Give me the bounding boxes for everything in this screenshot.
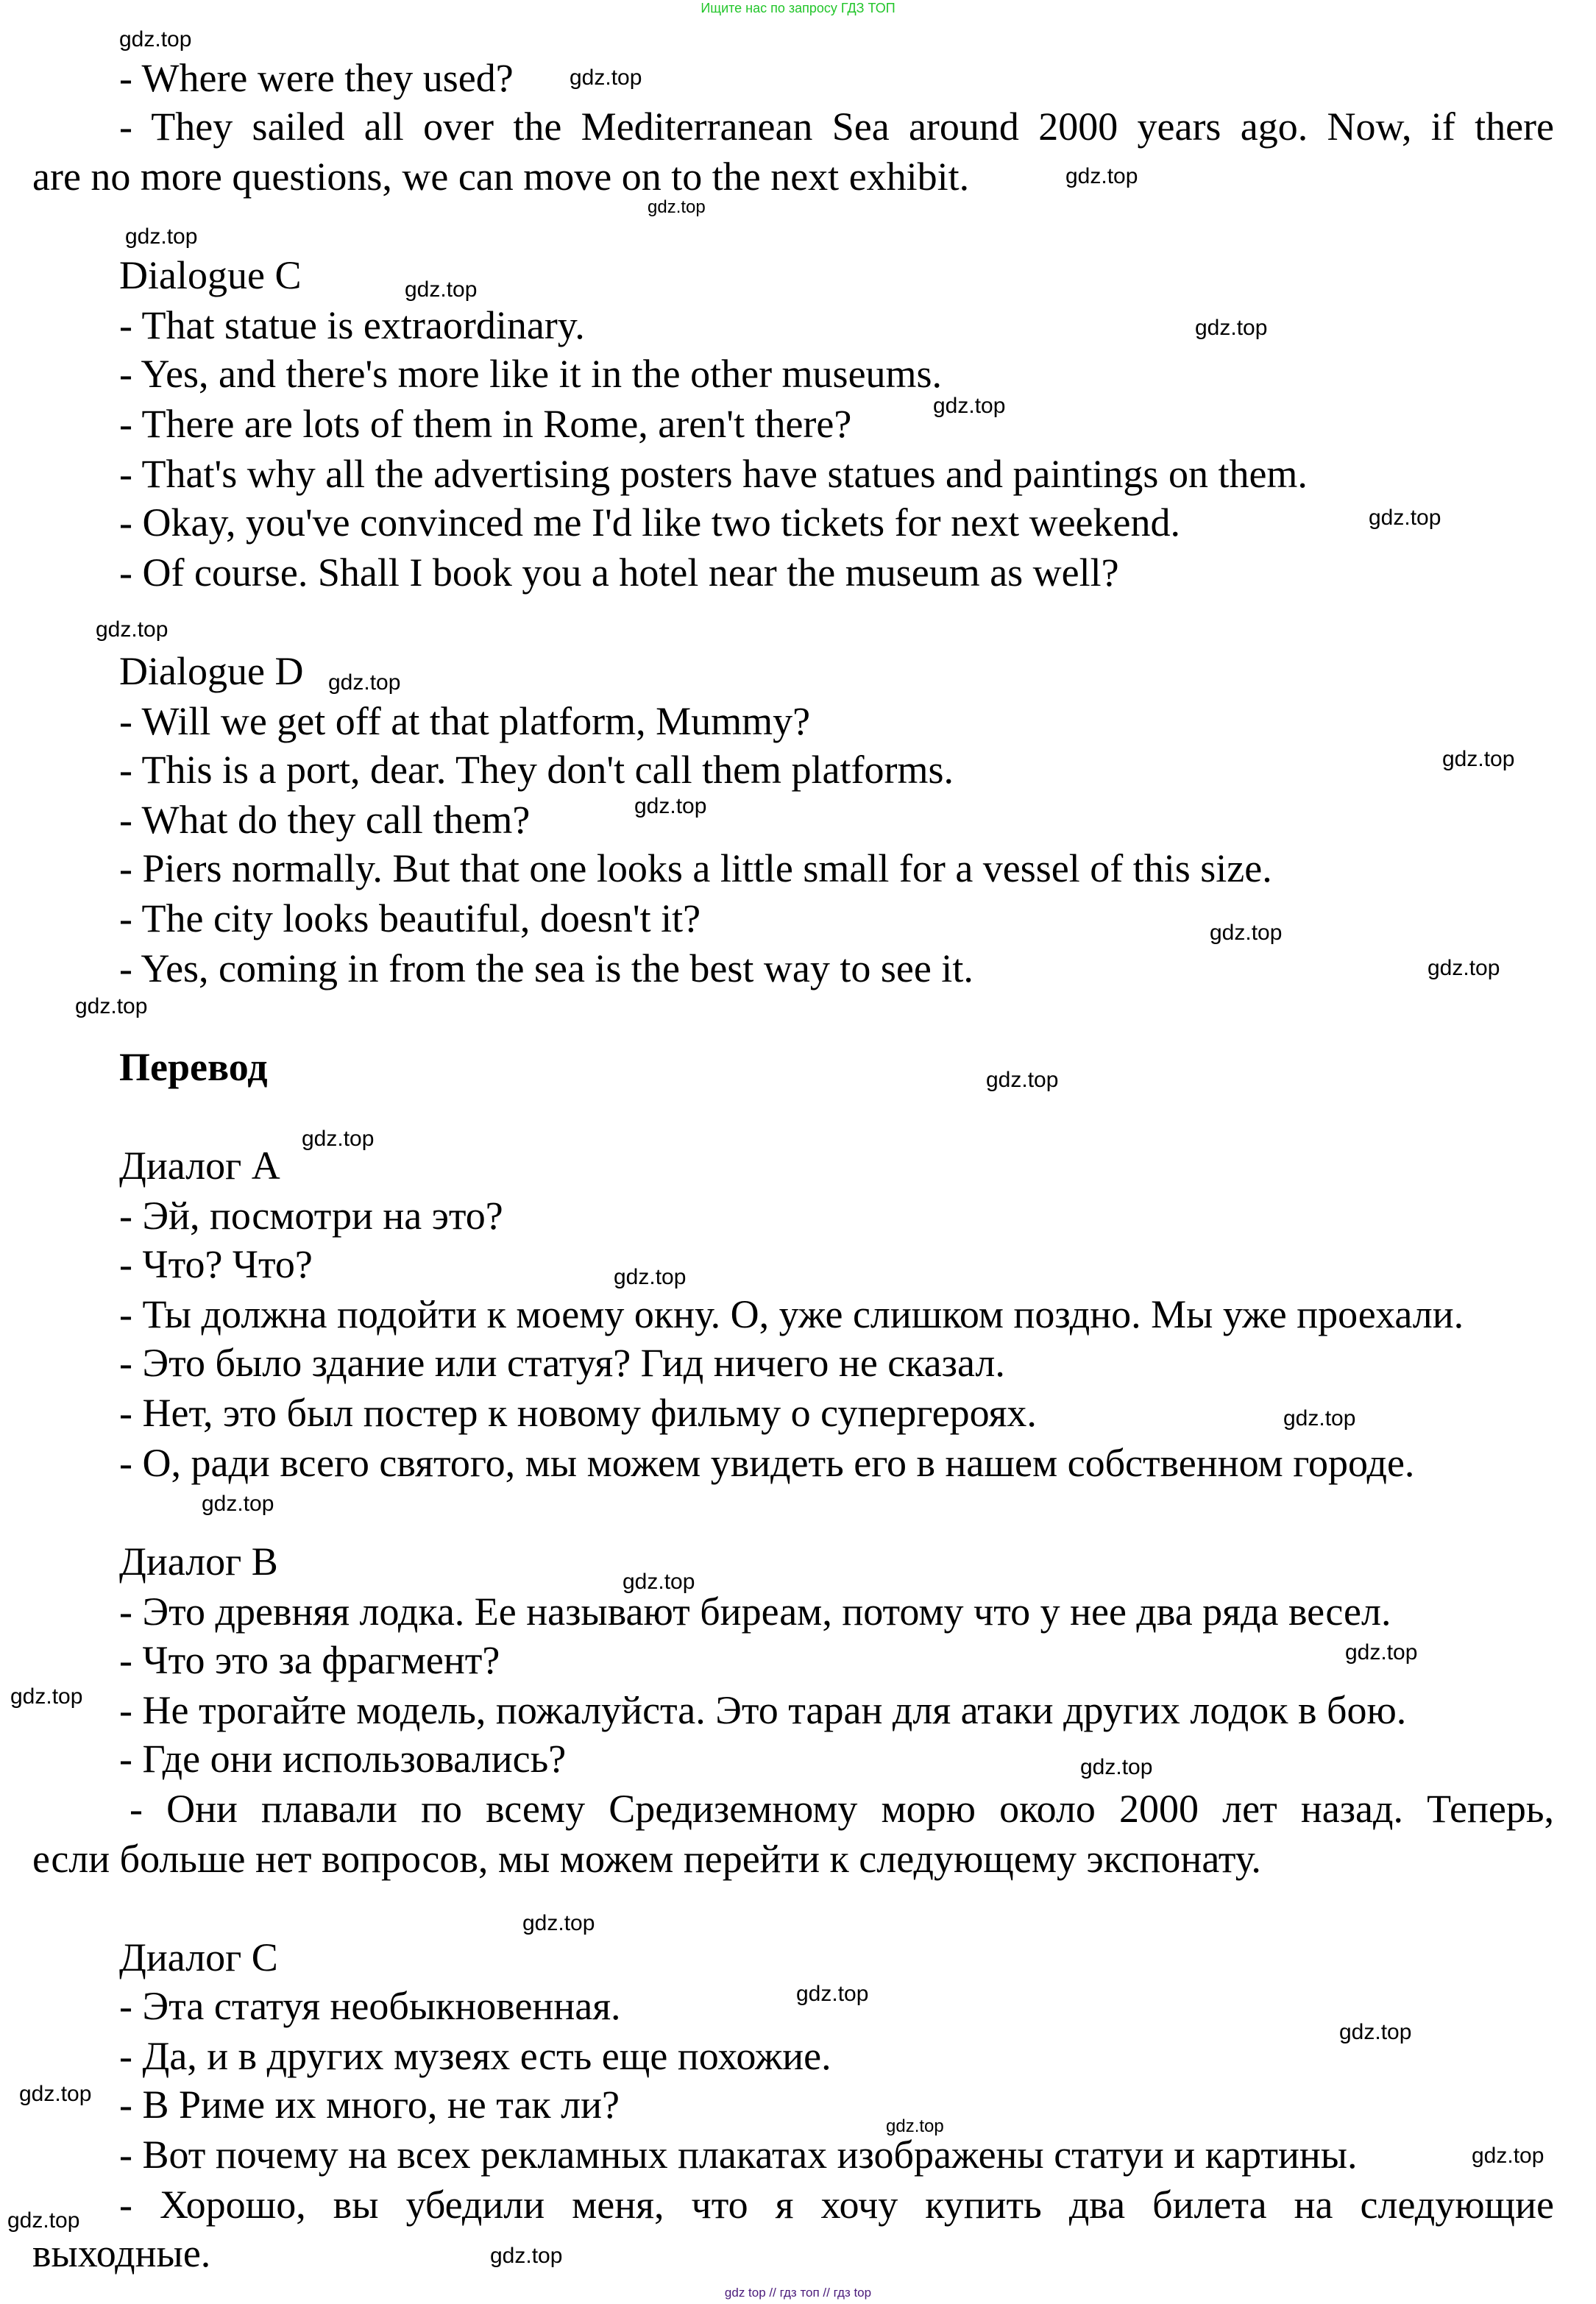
watermark: gdz.top (1195, 316, 1268, 340)
text-line: - Will we get off at that platform, Mummy? (119, 699, 811, 743)
footer-links[interactable]: gdz top // гдз топ // гдз top (724, 2286, 872, 2300)
text-line: - Вот почему на всех рекламных плакатах изображены статуи и картины. (119, 2133, 1358, 2177)
text-line: - Of course. Shall I book you a hotel near the museum as well? (119, 550, 1119, 595)
watermark: gdz.top (570, 65, 642, 90)
watermark: gdz.top (490, 2244, 563, 2268)
section-heading: Перевод (119, 1045, 268, 1089)
dialogue-heading: Dialogue C (119, 253, 302, 297)
dialogue-heading: Диалог С (119, 1935, 278, 1979)
text-line: - That's why all the advertising posters have statues and paintings on them. (119, 452, 1308, 496)
text-line: - Эй, посмотри на это? (119, 1194, 503, 1238)
text-line: - Где они использовались? (119, 1737, 567, 1781)
watermark: gdz.top (119, 27, 192, 52)
watermark: gdz.top (986, 1068, 1059, 1092)
text-line: - Okay, you've convinced me I'd like two tickets for next weekend. (119, 500, 1180, 545)
watermark: gdz.top (886, 2116, 944, 2136)
text-line: - В Риме их много, не так ли? (119, 2083, 620, 2127)
text-line: - Ты должна подойти к моему окну. О, уже слишком поздно. Мы уже проехали. (119, 1292, 1464, 1336)
watermark: gdz.top (202, 1492, 274, 1516)
watermark: gdz.top (1065, 164, 1138, 188)
text-line: - Это было здание или статуя? Гид ничего не сказал. (119, 1341, 1005, 1385)
top-banner[interactable]: Ищите нас по запросу ГДЗ ТОП (701, 1, 895, 15)
watermark: gdz.top (125, 224, 198, 249)
watermark: gdz.top (614, 1265, 687, 1289)
text-line: are no more questions, we can move on to the next exhibit. (32, 155, 970, 199)
text-line: - The city looks beautiful, doesn't it? (119, 896, 701, 940)
text-line: - Да, и в других музеях есть еще похожие. (119, 2034, 831, 2078)
watermark: gdz.top (1345, 1640, 1418, 1665)
text-line: - There are lots of them in Rome, aren't there? (119, 402, 852, 446)
watermark: gdz.top (75, 994, 148, 1018)
dialogue-heading: Диалог А (119, 1144, 280, 1188)
text-line: - Что? Что? (119, 1242, 313, 1286)
text-line: - Where were they used? (119, 56, 514, 100)
dialogue-heading: Диалог В (119, 1539, 278, 1584)
text-line: - What do they call them? (119, 798, 531, 842)
text-line: если больше нет вопросов, мы можем перейти к следующему экспонату. (32, 1837, 1261, 1881)
watermark: gdz.top (19, 2082, 92, 2106)
watermark: gdz.top (1283, 1406, 1356, 1431)
watermark: gdz.top (10, 1684, 83, 1709)
watermark: gdz.top (405, 277, 478, 302)
watermark: gdz.top (302, 1127, 375, 1151)
watermark: gdz.top (796, 1982, 869, 2006)
watermark: gdz.top (1472, 2144, 1544, 2168)
text-line: - Они плавали по всему Средиземному морю около 2000 лет назад. Теперь, (130, 1787, 1554, 1831)
text-line: - Не трогайте модель, пожалуйста. Это таран для атаки других лодок в бою. (119, 1688, 1407, 1732)
watermark: gdz.top (1427, 956, 1500, 980)
text-line: выходные. (32, 2231, 211, 2275)
text-line: - They sailed all over the Mediterranean Sea around 2000 years ago. Now, if there (119, 104, 1554, 149)
watermark: gdz.top (634, 794, 707, 818)
text-line: - This is a port, dear. They don't call them platforms. (119, 748, 954, 792)
watermark: gdz.top (933, 394, 1006, 418)
text-line: - Yes, and there's more like it in the other museums. (119, 352, 943, 396)
watermark: gdz.top (623, 1570, 695, 1594)
text-line: - Это древняя лодка. Ее называют биреам, потому что у нее два ряда весел. (119, 1589, 1391, 1634)
text-line: - Хорошо, вы убедили меня, что я хочу купить два билета на следующие (119, 2183, 1554, 2227)
watermark: gdz.top (522, 1911, 595, 1935)
text-line: - Эта статуя необыкновенная. (119, 1984, 621, 2028)
watermark: gdz.top (648, 197, 706, 217)
text-line: - Yes, coming in from the sea is the best way to see it. (119, 946, 973, 990)
watermark: gdz.top (7, 2208, 80, 2233)
text-line: - Piers normally. But that one looks a little small for a vessel of this size. (119, 846, 1272, 890)
watermark: gdz.top (1442, 747, 1515, 771)
watermark: gdz.top (1210, 921, 1283, 945)
watermark: gdz.top (328, 670, 401, 695)
watermark: gdz.top (96, 617, 169, 642)
dialogue-heading: Dialogue D (119, 649, 304, 693)
watermark: gdz.top (1339, 2020, 1412, 2044)
text-line: - That statue is extraordinary. (119, 303, 585, 347)
watermark: gdz.top (1080, 1755, 1153, 1779)
watermark: gdz.top (1369, 506, 1441, 530)
text-line: - Нет, это был постер к новому фильму о супергероях. (119, 1391, 1037, 1435)
text-line: - Что это за фрагмент? (119, 1638, 500, 1682)
text-line: - О, ради всего святого, мы можем увидеть его в нашем собственном городе. (119, 1441, 1415, 1485)
